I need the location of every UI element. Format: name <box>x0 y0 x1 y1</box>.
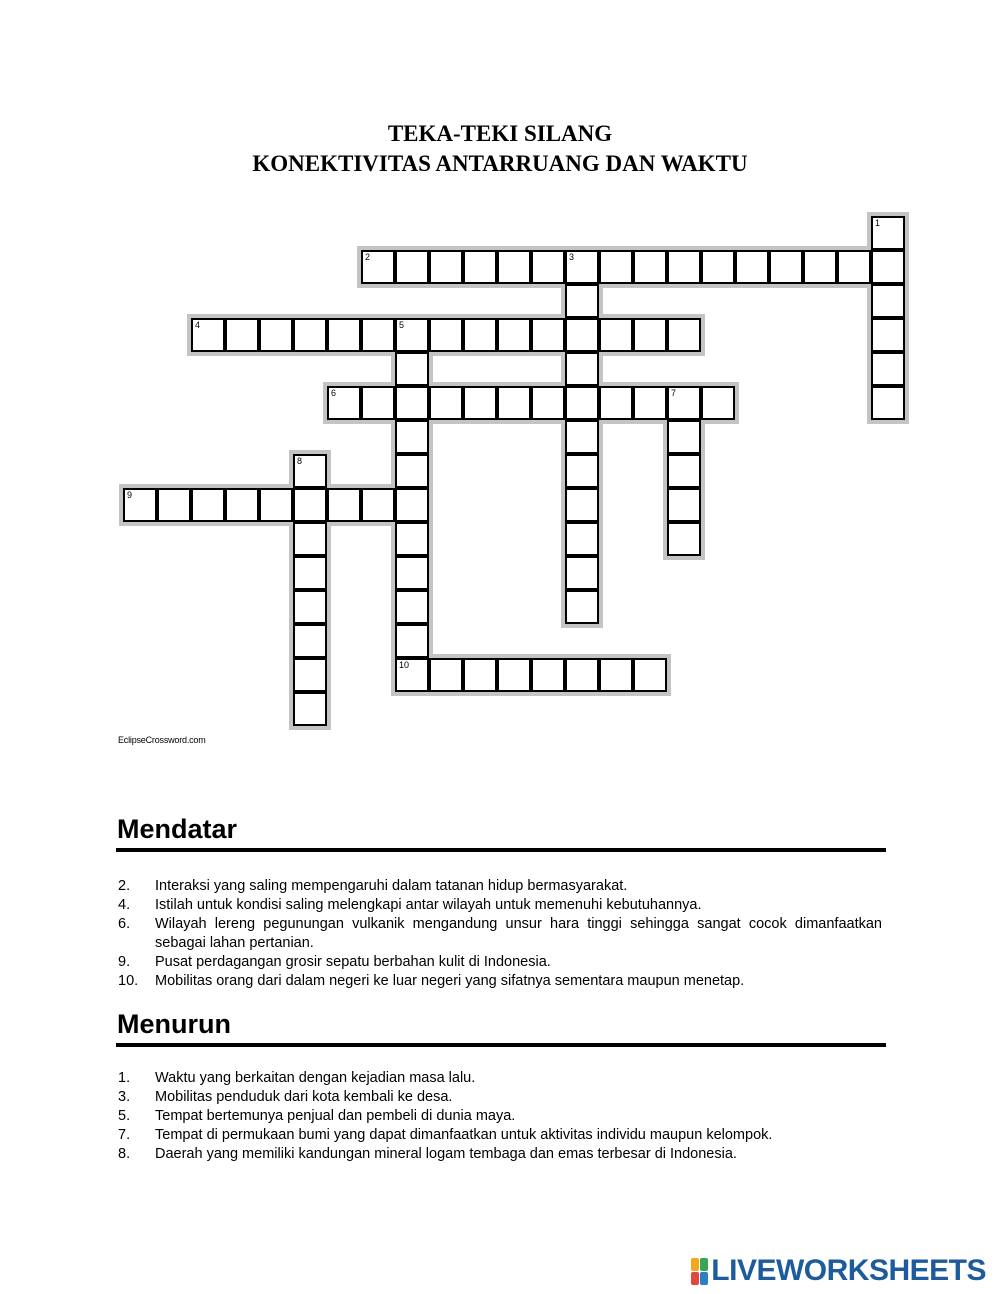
crossword-cell[interactable] <box>769 250 803 284</box>
clue-text: Istilah untuk kondisi saling melengkapi antar wilayah untuk memenuhi kebutuhannya. <box>155 897 702 913</box>
crossword-cell-input[interactable] <box>397 490 427 520</box>
down-rule <box>116 1043 886 1047</box>
crossword-cell-input[interactable] <box>397 660 427 690</box>
crossword-cell[interactable] <box>259 318 293 352</box>
crossword-cell[interactable] <box>395 352 429 386</box>
crossword-cell-input[interactable] <box>431 252 461 282</box>
crossword-cell[interactable] <box>531 318 565 352</box>
crossword-cell[interactable] <box>191 318 225 352</box>
clue-down-3 <box>118 1088 882 1107</box>
clue-number-label: 9 <box>127 490 133 500</box>
crossword-cell[interactable] <box>293 318 327 352</box>
crossword-cell[interactable] <box>871 250 905 284</box>
clue-number: 10. <box>118 973 139 989</box>
clue-number: 1. <box>118 1070 131 1086</box>
clue-text: Daerah yang memiliki kandungan mineral logam tembaga dan emas terbesar di Indonesia. <box>155 1146 737 1162</box>
crossword-cell[interactable] <box>293 590 327 624</box>
logo-square-1 <box>691 1258 699 1271</box>
crossword-cell-input[interactable] <box>737 252 767 282</box>
crossword-cell-input[interactable] <box>465 388 495 418</box>
crossword-cell-input[interactable] <box>601 388 631 418</box>
crossword-cell[interactable] <box>497 658 531 692</box>
crossword-cell[interactable] <box>293 454 327 488</box>
crossword-cell[interactable] <box>871 352 905 386</box>
logo-square-3 <box>691 1272 699 1285</box>
clue-number: 6. <box>118 916 131 932</box>
clue-number: 7. <box>118 1127 131 1143</box>
clue-number-label: 7 <box>671 388 677 398</box>
clue-text: Pusat perdagangan grosir sepatu berbahan kulit di Indonesia. <box>155 954 551 970</box>
crossword-cell[interactable] <box>361 250 395 284</box>
crossword-cell[interactable] <box>259 488 293 522</box>
clue-number-label: 10 <box>399 660 410 670</box>
crossword-cell-input[interactable] <box>703 252 733 282</box>
crossword-cell-input[interactable] <box>567 422 597 452</box>
crossword-cell[interactable] <box>395 420 429 454</box>
crossword-cell[interactable] <box>565 454 599 488</box>
crossword-cell-input[interactable] <box>295 558 325 588</box>
title-line-1: TEKA-TEKI SILANG <box>387 121 613 146</box>
crossword-cell[interactable] <box>395 386 429 420</box>
crossword-cell[interactable] <box>565 522 599 556</box>
crossword-cell-input[interactable] <box>873 252 903 282</box>
crossword-cell-input[interactable] <box>499 388 529 418</box>
crossword-cell[interactable] <box>157 488 191 522</box>
crossword-cell-input[interactable] <box>397 422 427 452</box>
crossword-cell-input[interactable] <box>261 320 291 350</box>
crossword-cell[interactable] <box>633 658 667 692</box>
crossword-cell-input[interactable] <box>635 660 665 690</box>
crossword-cell[interactable] <box>871 284 905 318</box>
crossword-cell[interactable] <box>599 658 633 692</box>
crossword-cell[interactable] <box>667 386 701 420</box>
crossword-cell-input[interactable] <box>159 490 189 520</box>
liveworksheets-logo-icon <box>691 1258 708 1285</box>
crossword-cell[interactable] <box>531 658 565 692</box>
crossword-cell-input[interactable] <box>397 388 427 418</box>
crossword-cell[interactable] <box>497 250 531 284</box>
clue-across-9 <box>118 953 882 972</box>
clue-number: 2. <box>118 878 131 894</box>
crossword-cell-input[interactable] <box>397 558 427 588</box>
crossword-cell[interactable] <box>225 318 259 352</box>
crossword-cell-input[interactable] <box>227 320 257 350</box>
liveworksheets-wordmark: LIVEWORKSHEETS <box>711 1254 986 1287</box>
crossword-cell[interactable] <box>667 250 701 284</box>
crossword-cell-input[interactable] <box>499 252 529 282</box>
crossword-cell[interactable] <box>735 250 769 284</box>
crossword-cell-input[interactable] <box>397 456 427 486</box>
crossword-cell-input[interactable] <box>295 626 325 656</box>
crossword-cell[interactable] <box>361 386 395 420</box>
crossword-cell-input[interactable] <box>567 388 597 418</box>
crossword-cell[interactable] <box>633 318 667 352</box>
crossword-cell-input[interactable] <box>567 660 597 690</box>
crossword-cell-input[interactable] <box>261 490 291 520</box>
crossword-cell[interactable] <box>293 692 327 726</box>
crossword-cell[interactable] <box>565 556 599 590</box>
crossword-cell[interactable] <box>599 318 633 352</box>
crossword-cell-input[interactable] <box>295 320 325 350</box>
crossword-cell[interactable] <box>361 488 395 522</box>
crossword-cell[interactable] <box>327 386 361 420</box>
crossword-cell-input[interactable] <box>499 320 529 350</box>
clue-number: 9. <box>118 954 131 970</box>
crossword-cell-input[interactable] <box>567 490 597 520</box>
crossword-cell[interactable] <box>565 488 599 522</box>
crossword-cell[interactable] <box>395 556 429 590</box>
crossword-cell[interactable] <box>463 250 497 284</box>
crossword-cell[interactable] <box>667 318 701 352</box>
crossword-cell[interactable] <box>395 488 429 522</box>
crossword-cell[interactable] <box>667 454 701 488</box>
crossword-cell-input[interactable] <box>873 388 903 418</box>
crossword-cell-input[interactable] <box>567 524 597 554</box>
crossword-cell[interactable] <box>667 522 701 556</box>
crossword-cell-input[interactable] <box>533 388 563 418</box>
crossword-cell-input[interactable] <box>771 252 801 282</box>
crossword-cell-input[interactable] <box>499 660 529 690</box>
crossword-cell-input[interactable] <box>567 252 597 282</box>
clue-down-7 <box>118 1126 882 1145</box>
clue-down-8 <box>118 1145 882 1164</box>
crossword-cell[interactable] <box>837 250 871 284</box>
crossword-cell[interactable] <box>667 488 701 522</box>
crossword-cell[interactable] <box>565 386 599 420</box>
crossword-cell-input[interactable] <box>567 592 597 622</box>
crossword-cell-input[interactable] <box>533 252 563 282</box>
crossword-cell[interactable] <box>361 318 395 352</box>
crossword-cell[interactable] <box>803 250 837 284</box>
crossword-cell-input[interactable] <box>397 626 427 656</box>
clue-number-label: 8 <box>297 456 303 466</box>
crossword-cell-input[interactable] <box>703 388 733 418</box>
crossword-cell-input[interactable] <box>567 354 597 384</box>
clue-number-label: 6 <box>331 388 337 398</box>
crossword-cell[interactable] <box>599 250 633 284</box>
crossword-cell[interactable] <box>191 488 225 522</box>
crossword-cell[interactable] <box>395 522 429 556</box>
clue-number: 4. <box>118 897 131 913</box>
crossword-cell[interactable] <box>497 386 531 420</box>
clue-across-6 <box>118 915 882 953</box>
crossword-cell[interactable] <box>395 590 429 624</box>
crossword-cell-input[interactable] <box>669 320 699 350</box>
crossword-cell[interactable] <box>429 386 463 420</box>
crossword-cell[interactable] <box>565 318 599 352</box>
crossword-cell-input[interactable] <box>363 252 393 282</box>
logo-square-4 <box>700 1272 708 1285</box>
crossword-cell[interactable] <box>395 454 429 488</box>
crossword-cell[interactable] <box>565 658 599 692</box>
crossword-cell-input[interactable] <box>295 660 325 690</box>
crossword-cell-input[interactable] <box>125 490 155 520</box>
crossword-cell[interactable] <box>497 318 531 352</box>
crossword-cell-input[interactable] <box>431 388 461 418</box>
clue-text: Mobilitas orang dari dalam negeri ke luar negeri yang sifatnya sementara maupun menetap. <box>155 973 745 989</box>
crossword-cell-input[interactable] <box>601 252 631 282</box>
crossword-cell-input[interactable] <box>465 252 495 282</box>
crossword-cell-input[interactable] <box>295 694 325 724</box>
crossword-cell-input[interactable] <box>839 252 869 282</box>
logo-square-2 <box>700 1258 708 1271</box>
crossword-cell-input[interactable] <box>533 660 563 690</box>
clue-across-10 <box>118 972 882 991</box>
crossword-cell[interactable] <box>463 658 497 692</box>
crossword-cell-input[interactable] <box>397 252 427 282</box>
crossword-cell[interactable] <box>293 488 327 522</box>
crossword-cell[interactable] <box>701 250 735 284</box>
crossword-cell[interactable] <box>531 250 565 284</box>
clue-number: 8. <box>118 1146 131 1162</box>
crossword-cell-input[interactable] <box>397 592 427 622</box>
crossword-cell-input[interactable] <box>669 422 699 452</box>
crossword-cell[interactable] <box>429 658 463 692</box>
crossword-cell-input[interactable] <box>635 320 665 350</box>
clue-across-4 <box>118 896 882 915</box>
crossword-cell[interactable] <box>395 658 429 692</box>
clue-number-label: 1 <box>875 218 881 228</box>
clue-down-1 <box>118 1069 882 1088</box>
clue-number-label: 3 <box>569 252 575 262</box>
crossword-cell-input[interactable] <box>669 252 699 282</box>
crossword-cell-input[interactable] <box>193 490 223 520</box>
crossword-cell-input[interactable] <box>397 320 427 350</box>
crossword-cell-input[interactable] <box>397 354 427 384</box>
clue-text: Tempat di permukaan bumi yang dapat dimanfaatkan untuk aktivitas individu maupun kelompok. <box>155 1127 773 1143</box>
crossword-cell-input[interactable] <box>295 524 325 554</box>
crossword-cell-input[interactable] <box>329 490 359 520</box>
crossword-cell-input[interactable] <box>329 320 359 350</box>
crossword-cell-input[interactable] <box>329 388 359 418</box>
crossword-cell[interactable] <box>293 624 327 658</box>
clue-number-label: 4 <box>195 320 201 330</box>
crossword-cell[interactable] <box>531 386 565 420</box>
clue-text: Tempat bertemunya penjual dan pembeli di dunia maya. <box>155 1108 516 1124</box>
crossword-cell-input[interactable] <box>669 524 699 554</box>
crossword-cell[interactable] <box>327 488 361 522</box>
across-rule <box>116 848 886 852</box>
crossword-cell[interactable] <box>565 352 599 386</box>
liveworksheets-logo <box>691 1254 986 1288</box>
clue-number: 5. <box>118 1108 131 1124</box>
crossword-cell-input[interactable] <box>669 388 699 418</box>
crossword-cell-input[interactable] <box>295 592 325 622</box>
crossword-cell-input[interactable] <box>669 490 699 520</box>
crossword-cell-input[interactable] <box>431 320 461 350</box>
crossword-cell[interactable] <box>395 250 429 284</box>
crossword-cell[interactable] <box>429 250 463 284</box>
clue-text: Mobilitas penduduk dari kota kembali ke desa. <box>155 1089 453 1105</box>
crossword-cell[interactable] <box>123 488 157 522</box>
crossword-cell-input[interactable] <box>363 490 393 520</box>
crossword-cell-input[interactable] <box>873 218 903 248</box>
clue-number: 3. <box>118 1089 131 1105</box>
crossword-cell-input[interactable] <box>635 388 665 418</box>
crossword-cell[interactable] <box>327 318 361 352</box>
crossword-cell-input[interactable] <box>465 320 495 350</box>
crossword-cell-input[interactable] <box>805 252 835 282</box>
clue-down-5 <box>118 1107 882 1126</box>
crossword-cell-input[interactable] <box>873 354 903 384</box>
across-clue-list <box>118 877 882 991</box>
crossword-cell[interactable] <box>293 556 327 590</box>
crossword-cell-input[interactable] <box>295 490 325 520</box>
crossword-cell-input[interactable] <box>397 524 427 554</box>
crossword-cell[interactable] <box>395 624 429 658</box>
crossword-cell-input[interactable] <box>567 286 597 316</box>
crossword-cell[interactable] <box>293 658 327 692</box>
crossword-cell[interactable] <box>667 420 701 454</box>
crossword-cell-input[interactable] <box>193 320 223 350</box>
crossword-cell-input[interactable] <box>635 252 665 282</box>
crossword-cell-input[interactable] <box>363 320 393 350</box>
crossword-cell-input[interactable] <box>567 558 597 588</box>
down-clue-list <box>118 1069 882 1164</box>
crossword-cell-input[interactable] <box>601 660 631 690</box>
crossword-cell-input[interactable] <box>567 320 597 350</box>
crossword-cell[interactable] <box>599 386 633 420</box>
crossword-cell[interactable] <box>633 250 667 284</box>
crossword-cell[interactable] <box>871 216 905 250</box>
crossword-cell[interactable] <box>565 250 599 284</box>
crossword-cell[interactable] <box>463 386 497 420</box>
crossword-cell[interactable] <box>429 318 463 352</box>
clue-number-label: 2 <box>365 252 371 262</box>
crossword-cell-input[interactable] <box>567 456 597 486</box>
eclipse-credit: EclipseCrossword.com <box>118 735 206 745</box>
crossword-cell-input[interactable] <box>601 320 631 350</box>
across-heading: Mendatar <box>117 814 238 844</box>
crossword-cell-input[interactable] <box>873 320 903 350</box>
title-line-2: KONEKTIVITAS ANTARRUANG DAN WAKTU <box>252 151 748 176</box>
crossword-cell-input[interactable] <box>533 320 563 350</box>
crossword-cell-input[interactable] <box>227 490 257 520</box>
crossword-cell[interactable] <box>565 590 599 624</box>
clue-across-2 <box>118 877 882 896</box>
crossword-cell-input[interactable] <box>363 388 393 418</box>
crossword-cell[interactable] <box>225 488 259 522</box>
crossword-cell[interactable] <box>633 386 667 420</box>
crossword-cell[interactable] <box>463 318 497 352</box>
clue-text: Interaksi yang saling mempengaruhi dalam tatanan hidup bermasyarakat. <box>155 878 628 894</box>
crossword-cell[interactable] <box>871 386 905 420</box>
crossword-cell-input[interactable] <box>873 286 903 316</box>
crossword-cell[interactable] <box>395 318 429 352</box>
crossword-cell-input[interactable] <box>431 660 461 690</box>
clue-text: Waktu yang berkaitan dengan kejadian masa lalu. <box>155 1070 476 1086</box>
crossword-cell[interactable] <box>871 318 905 352</box>
crossword-cell-input[interactable] <box>669 456 699 486</box>
crossword-cell-input[interactable] <box>295 456 325 486</box>
crossword-cell[interactable] <box>565 420 599 454</box>
crossword-cell-input[interactable] <box>465 660 495 690</box>
crossword-cell[interactable] <box>701 386 735 420</box>
down-heading: Menurun <box>117 1009 231 1039</box>
crossword-cell[interactable] <box>293 522 327 556</box>
clue-text: Wilayah lereng pegunungan vulkanik mengandung unsur hara tinggi sehingga sangat cocok dimanfaatkan sebagai lahan pertanian. <box>155 916 882 951</box>
crossword-cell[interactable] <box>565 284 599 318</box>
clue-number-label: 5 <box>399 320 405 330</box>
